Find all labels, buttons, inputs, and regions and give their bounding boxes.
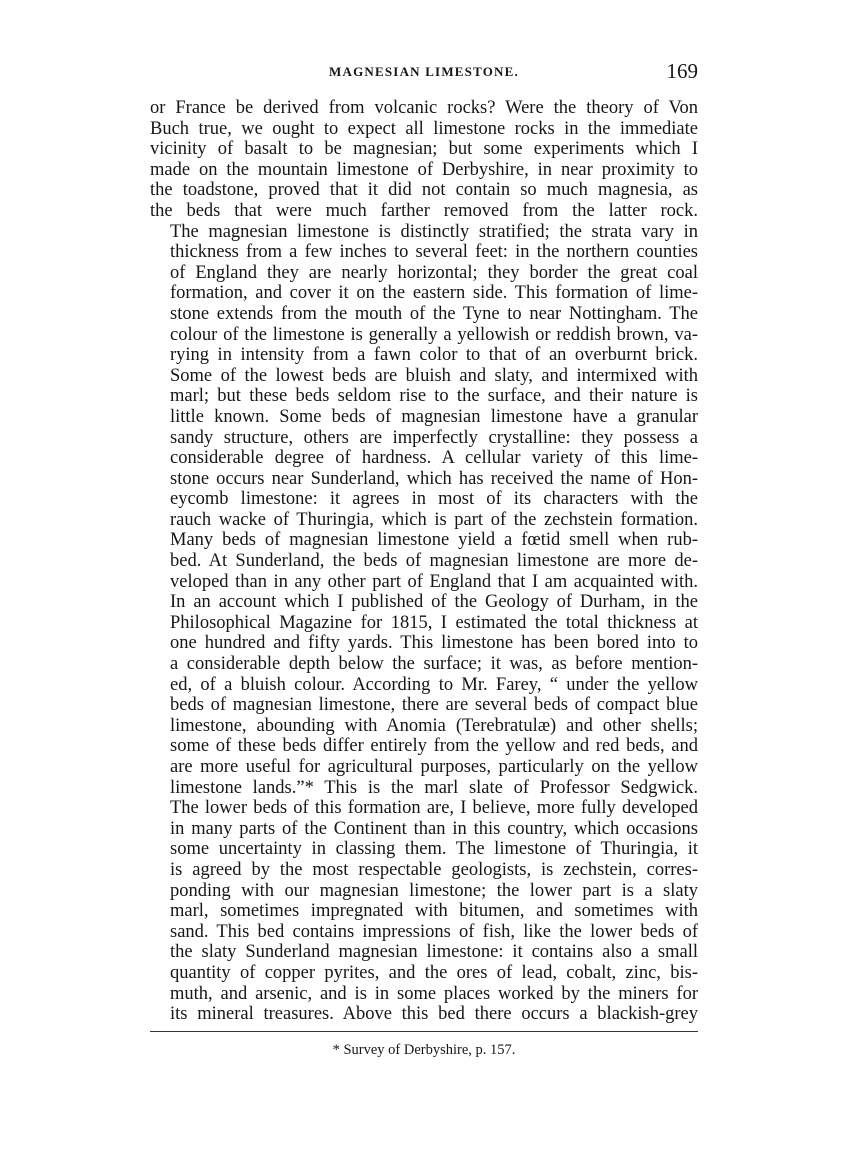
text-line: sand. This bed contains impressions of fish, like the lower beds of	[170, 921, 698, 942]
text-line: or France be derived from volcanic rocks? Were the theory of Von	[150, 98, 698, 118]
footnote-rule	[150, 1031, 698, 1032]
text-line: beds of magnesian limestone, there are several beds of compact blue	[170, 695, 698, 716]
page-header	[150, 60, 698, 98]
book-page	[150, 60, 698, 1059]
text-line: considerable degree of hardness. A cellular variety of this lime-	[170, 448, 698, 469]
text-line: Buch true, we ought to expect all limestone rocks in the immediate	[150, 118, 698, 139]
text-line: stone extends from the mouth of the Tyne to near Nottingham. The	[170, 303, 698, 324]
text-line: marl, sometimes impregnated with bitumen, and sometimes with	[170, 901, 698, 922]
text-line: Philosophical Magazine for 1815, I estimated the total thickness at	[170, 612, 698, 633]
page-number: 169	[666, 59, 698, 83]
text-line: is agreed by the most respectable geologists, is zechstein, corres-	[170, 859, 698, 880]
text-line: ed, of a bluish colour. According to Mr. Farey, “ under the yellow	[170, 674, 698, 695]
text-line: sandy structure, others are imperfectly crystalline: they possess a	[170, 427, 698, 448]
text-line: some of these beds differ entirely from the yellow and red beds, and	[170, 736, 698, 757]
text-line: colour of the limestone is generally a yellowish or reddish brown, va-	[170, 324, 698, 345]
text-line: of England they are nearly horizontal; they border the great coal	[170, 262, 698, 283]
text-line: some uncertainty in classing them. The limestone of Thuringia, it	[170, 839, 698, 860]
text-line: the beds that were much farther removed from the latter rock.	[150, 200, 698, 221]
text-line: its mineral treasures. Above this bed there occurs a blackish-grey	[170, 1004, 698, 1025]
text-line: ponding with our magnesian limestone; the lower part is a slaty	[170, 880, 698, 901]
text-line: little known. Some beds of magnesian limestone have a granular	[170, 406, 698, 427]
paragraph	[150, 222, 698, 531]
text-line: bed. At Sunderland, the beds of magnesian limestone are more de-	[170, 551, 698, 572]
text-line: the slaty Sunderland magnesian limestone: it contains also a small	[170, 942, 698, 963]
paragraph	[150, 530, 698, 1024]
paragraph	[150, 98, 698, 222]
text-line: formation, and cover it on the eastern side. This formation of lime-	[170, 283, 698, 304]
text-line: the toadstone, proved that it did not contain so much magnesia, as	[150, 180, 698, 201]
text-line: The magnesian limestone is distinctly stratified; the strata vary in	[170, 221, 698, 242]
footnote: * Survey of Derbyshire, p. 157.	[332, 1041, 516, 1058]
text-line: stone occurs near Sunderland, which has received the name of Hon-	[170, 468, 698, 489]
text-line: rauch wacke of Thuringia, which is part of the zechstein formation.	[170, 509, 698, 530]
text-line: thickness from a few inches to several feet: in the northern counties	[170, 242, 698, 263]
text-line: eycomb limestone: it agrees in most of its characters with the	[170, 489, 698, 510]
text-line: quantity of copper pyrites, and the ores of lead, cobalt, zinc, bis-	[170, 962, 698, 983]
text-line: marl; but these beds seldom rise to the surface, and their nature is	[170, 386, 698, 407]
text-line: one hundred and fifty yards. This limestone has been bored into to	[170, 633, 698, 654]
text-line: In an account which I published of the Geology of Durham, in the	[170, 592, 698, 613]
text-line: rying in intensity from a fawn color to that of an overburnt brick.	[170, 345, 698, 366]
text-line: muth, and arsenic, and is in some places worked by the miners for	[170, 983, 698, 1004]
text-line: a considerable depth below the surface; it was, as before mention-	[170, 654, 698, 675]
text-line: made on the mountain limestone of Derbyshire, in near proximity to	[150, 159, 698, 180]
text-line: Many beds of magnesian limestone yield a fœtid smell when rub-	[170, 530, 698, 551]
text-line: in many parts of the Continent than in this country, which occasions	[170, 818, 698, 839]
running-head: MAGNESIAN LIMESTONE.	[329, 64, 519, 79]
text-line: limestone, abounding with Anomia (Terebratulæ) and other shells;	[170, 715, 698, 736]
text-line: The lower beds of this formation are, I believe, more fully developed	[170, 798, 698, 819]
text-line: vicinity of basalt to be magnesian; but some experiments which I	[150, 139, 698, 160]
body-text	[150, 98, 698, 1025]
text-line: Some of the lowest beds are bluish and slaty, and intermixed with	[170, 365, 698, 386]
text-line: limestone lands.”* This is the marl slate of Professor Sedgwick.	[170, 777, 698, 798]
text-line: veloped than in any other part of England that I am acquainted with.	[170, 571, 698, 592]
text-line: are more useful for agricultural purposes, particularly on the yellow	[170, 757, 698, 777]
